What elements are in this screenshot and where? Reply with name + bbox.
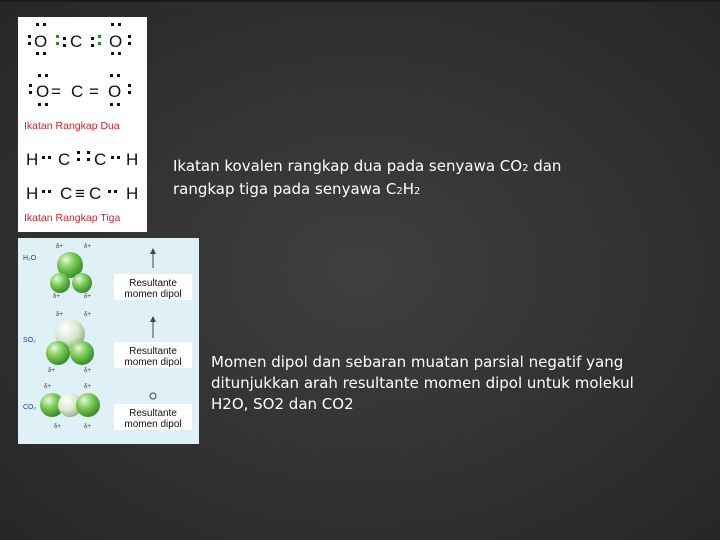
hydrogen-atom-right-2: H — [126, 184, 139, 203]
carbon-atom-4a: C — [60, 184, 73, 203]
delta-label: δ+ — [84, 312, 91, 318]
oxygen-atom-left: O — [34, 32, 48, 51]
molecule-label-co2: CO₂ — [23, 404, 37, 411]
oxygen-atom-right: O — [109, 32, 123, 51]
lewis-structure-image — [18, 17, 147, 232]
delta-label: δ+ — [84, 244, 91, 250]
lewis-caption-line-2-subscript-1: 2 — [396, 186, 403, 197]
lewis-caption-line-2-subscript-2: 2 — [414, 186, 421, 197]
carbon-atom-3a: C — [58, 150, 71, 169]
lewis-caption-line-2 — [173, 179, 643, 202]
delta-label: δ+ — [53, 294, 60, 300]
dipole-caption-line-2: ditunjukkan arah resultante momen dipol untuk molekul — [211, 374, 634, 392]
resultant-label-so2-line2: momen dipol — [124, 357, 182, 368]
dipole-caption-line-3: H2O, SO2 dan CO2 — [211, 395, 354, 413]
resultant-label-h2o-line2: momen dipol — [124, 289, 182, 300]
delta-label: δ+ — [84, 294, 91, 300]
triple-bond: ≡ — [75, 184, 85, 203]
dipole-moment-drawing — [18, 238, 199, 444]
lewis-caption-line-2-text: rangkap tiga pada senyawa C — [173, 180, 397, 198]
delta-label: δ+ — [56, 312, 63, 318]
resultant-label-so2-line1: Resultante — [129, 346, 177, 357]
delta-label: δ+ — [84, 384, 91, 390]
lewis-caption-line-1-end: dan — [528, 157, 562, 175]
dipole-moment-image — [18, 238, 199, 444]
hydrogen-atom-left: H — [26, 150, 39, 169]
delta-label: δ+ — [56, 244, 63, 250]
hydrogen-atom-right: H — [126, 150, 139, 169]
lewis-caption — [173, 156, 643, 202]
dipole-arrowhead-so2 — [150, 316, 156, 322]
so2-oxygen-ball-right — [70, 341, 94, 365]
carbon-atom-2: C — [71, 82, 84, 101]
dipole-caption — [211, 352, 681, 415]
carbon-atom-3b: C — [94, 150, 107, 169]
co2-oxygen-ball-right — [76, 393, 100, 417]
molecule-label-h2o: H₂O — [23, 255, 37, 262]
resultant-label-co2-line2: momen dipol — [124, 419, 182, 430]
lewis-structure-drawing — [18, 17, 147, 232]
lewis-caption-line-1-text: Ikatan kovalen rangkap dua pada senyawa CO — [173, 157, 523, 175]
resultant-label-co2-line1: Resultante — [129, 408, 177, 419]
so2-oxygen-ball-left — [46, 341, 70, 365]
zero-dipole-marker-co2 — [150, 393, 156, 399]
h2o-hydrogen-ball-left — [50, 273, 70, 293]
delta-label: δ+ — [44, 384, 51, 390]
carbon-atom: C — [70, 32, 83, 51]
delta-label: δ+ — [84, 368, 91, 374]
delta-label: δ+ — [54, 424, 61, 430]
double-bond-left: = — [51, 82, 61, 101]
dipole-caption-line-1: Momen dipol dan sebaran muatan parsial negatif yang — [211, 353, 624, 371]
oxygen-atom-left-2: O — [36, 82, 50, 101]
lewis-caption-line-1-subscript: 2 — [522, 163, 529, 174]
oxygen-atom-right-2: O — [108, 82, 122, 101]
top-border — [0, 0, 720, 2]
delta-label: δ+ — [84, 424, 91, 430]
double-bond-caption: Ikatan Rangkap Dua — [24, 120, 120, 132]
carbon-atom-4b: C — [89, 184, 102, 203]
triple-bond-caption: Ikatan Rangkap Tiga — [24, 212, 121, 224]
h2o-hydrogen-ball-right — [72, 273, 92, 293]
resultant-label-h2o-line1: Resultante — [129, 278, 177, 289]
molecule-label-so2: SO₂ — [23, 337, 36, 344]
delta-label: δ+ — [48, 368, 55, 374]
lewis-caption-line-2-hydrogen: H — [402, 180, 414, 198]
double-bond-right: = — [89, 82, 99, 101]
hydrogen-atom-left-2: H — [26, 184, 39, 203]
dipole-arrowhead-h2o — [150, 248, 156, 254]
lewis-caption-line-1 — [173, 156, 643, 179]
